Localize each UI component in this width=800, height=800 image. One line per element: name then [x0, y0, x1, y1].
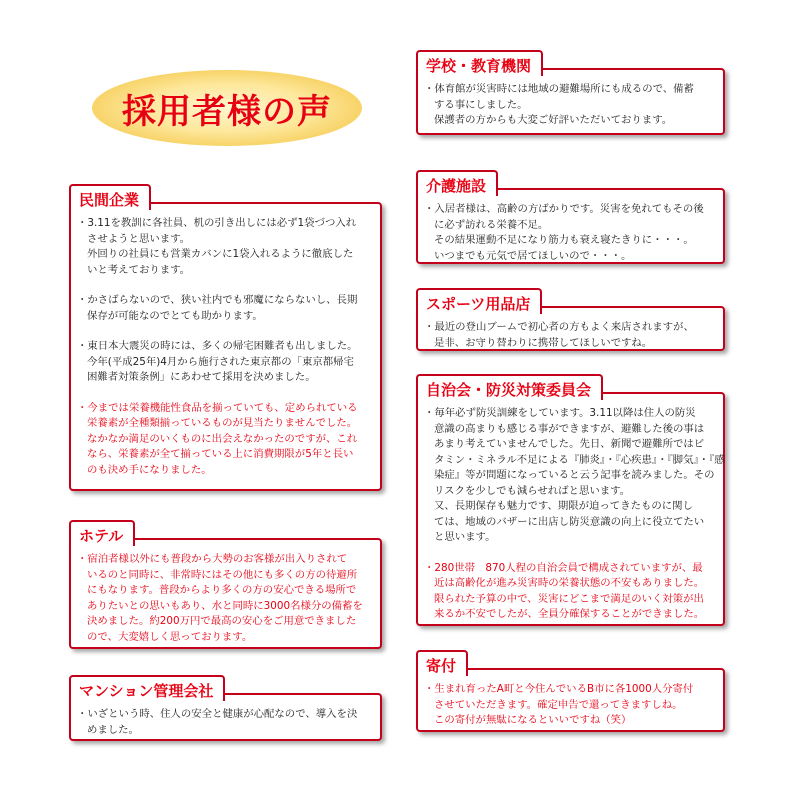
testimonial-line: 又、長期保存も魅力です、期限が迫ってきたものに関し [434, 500, 693, 512]
testimonial-line: に必ず訪れる栄養不足。 [434, 218, 549, 231]
testimonial-line: ・生まれ育ったA町と今住んでいるB市に各1000人分寄付 [424, 683, 694, 695]
testimonial-line: ・280世帯 870人程の自治会員で構成されていますが、最 [424, 561, 703, 574]
card-hotel-body [71, 540, 380, 651]
card-jichikai [416, 381, 725, 626]
card-school-body [418, 70, 723, 135]
testimonial-item [424, 320, 717, 351]
card-hotel [69, 527, 382, 649]
testimonial-line: 栄養素が全種類揃っているものが見当たりませんでした。 [87, 417, 358, 429]
testimonial-line: する事にしました。 [434, 98, 528, 111]
card-kaigo [416, 177, 725, 264]
card-sports [416, 295, 725, 351]
testimonial-line: ・かさばらないので、狭い社内でも邪魔にならないし、長期 [77, 294, 358, 306]
testimonial-line: いるのと同時に、非常時にはその他にも多くの方の待避所 [87, 568, 358, 581]
card-school-header: 学校・教育機関 [416, 50, 543, 76]
testimonial-item [424, 202, 717, 264]
card-school [416, 57, 725, 135]
testimonial-line: その結果運動不足になり筋力も衰え寝たきりに・・・。 [434, 234, 694, 246]
testimonial-item [77, 293, 374, 324]
card-kaigo-header: 介護施設 [416, 170, 498, 196]
testimonial-line: 保存が可能なのでとても助かります。 [87, 309, 263, 322]
testimonial-line: 保護者の方からも大変ご好評いただいております。 [434, 114, 673, 126]
testimonial-line: いつまでも元気で居てほしいので・・・。 [434, 249, 632, 262]
testimonial-item [77, 401, 374, 479]
testimonial-line: ・最近の登山ブームで初心者の方もよく来店されますが、 [424, 321, 694, 333]
testimonial-line: させようと思います。 [87, 232, 191, 245]
testimonial-line: ・体育館が災害時には地域の避難場所にも成るので、備蓄 [424, 83, 694, 95]
testimonial-line: ので、大変嬉しく思っております。 [87, 630, 253, 643]
testimonial-line: ・毎年必ず防災訓練をしています。3.11以降は住人の防災 [424, 407, 696, 419]
testimonial-item [77, 216, 374, 278]
testimonial-line: のも決め手になりました。 [87, 463, 212, 476]
testimonial-line: 染症』等が問題になっていると云う記事を読みました。その [434, 469, 715, 481]
testimonial-line: させていただきます。確定申告で還ってきますしね。 [434, 698, 683, 711]
testimonial-line: なかなか満足のいくものに出会えなかったのですが、これ [87, 432, 358, 445]
card-kifu-body [418, 670, 723, 735]
testimonial-line: あまり考えていませんでした。先日、新聞で避難所ではビ [434, 438, 705, 450]
testimonial-line: 近は高齢化が進み災害時の栄養状態の不安もありました。 [434, 577, 705, 589]
testimonial-item [77, 339, 374, 386]
page-title: 採用者様の声 [122, 92, 332, 132]
card-sports-header: スポーツ用品店 [416, 288, 542, 314]
card-kifu-header: 寄付 [416, 650, 468, 676]
card-minkan [69, 191, 382, 491]
testimonial-line: めました。 [87, 723, 139, 736]
testimonial-line: ・入居者様は、高齢の方ばかりです。災害を免れてもその後 [424, 203, 704, 215]
testimonial-line: と思います。 [434, 531, 496, 543]
card-mansion [69, 682, 382, 741]
testimonial-line: 意識の高まりも感じる事ができますが、避難した後の事は [434, 422, 705, 435]
title-badge [92, 70, 362, 146]
card-minkan-header: 民間企業 [69, 184, 151, 210]
card-minkan-body [71, 204, 380, 484]
testimonial-line: 来るか不安でしたが、全員分確保することができました。 [434, 608, 705, 620]
card-hotel-header: ホテル [69, 520, 135, 546]
testimonial-line: 限られた予算の中で、災害にどこまで満足のいく対策が出 [434, 592, 704, 605]
testimonial-line: ては、地域のバザーに出店し防災意識の向上に役立てたい [434, 515, 705, 528]
card-jichikai-header: 自治会・防災対策委員会 [416, 374, 603, 400]
card-jichikai-body [418, 394, 723, 629]
testimonial-line: いと考えております。 [87, 263, 191, 276]
testimonial-line: 決めました。約200万円で最高の安心をご用意できました [87, 615, 357, 627]
testimonial-line: なら、栄養素が全て揃っている上に消費期限が5年と長い [87, 448, 354, 460]
testimonial-line: 今年(平成25年)4月から施行された東京都の「東京都帰宅 [87, 355, 354, 368]
testimonial-line: ありたいとの思いもあり、水と同時に3000名様分の備蓄を [87, 599, 363, 612]
testimonial-line: 外回りの社員にも営業カバンに1袋入れるように徹底した [87, 248, 354, 260]
testimonial-line: ・宿泊者様以外にも普段から大勢のお客様が出入りされて [77, 553, 348, 565]
testimonial-line: ・東日本大震災の時には、多くの帰宅困難者も出しました。 [77, 340, 358, 352]
testimonial-line: ・3.11を教訓に各社員、机の引き出しには必ず1袋づつ入れ [77, 217, 357, 229]
testimonial-item [424, 82, 717, 129]
testimonial-item [424, 682, 717, 729]
testimonial-line: ・今までは栄養機能性食品を揃っていても、定められている [77, 401, 358, 414]
card-mansion-body [71, 695, 380, 744]
card-mansion-header: マンション管理会社 [69, 675, 225, 701]
card-kaigo-body [418, 190, 723, 270]
testimonial-line: リスクを少しでも減らせればと思います。 [434, 484, 631, 497]
testimonial-line: ・いざという時、住人の安全と健康が心配なので、導入を決 [77, 708, 358, 720]
testimonial-line: 困難者対策条例」にあわせて採用を決めました。 [87, 371, 316, 383]
card-kifu [416, 657, 725, 732]
testimonial-item [424, 406, 725, 546]
testimonial-line: この寄付が無駄になるといいですね（笑） [434, 714, 632, 726]
testimonial-line: 是非、お守り替わりに携帯してほしいですね。 [434, 336, 653, 349]
testimonial-line: にもなります。普段からより多くの方の安心できる場所で [87, 584, 357, 596]
testimonial-line: タミン・ミネラル不足による『肺炎』・『心疾患』・『脚気』・『感 [434, 453, 725, 466]
card-sports-body [418, 308, 723, 357]
testimonial-item [424, 561, 717, 623]
testimonial-item [77, 707, 374, 738]
testimonial-item [77, 552, 374, 645]
